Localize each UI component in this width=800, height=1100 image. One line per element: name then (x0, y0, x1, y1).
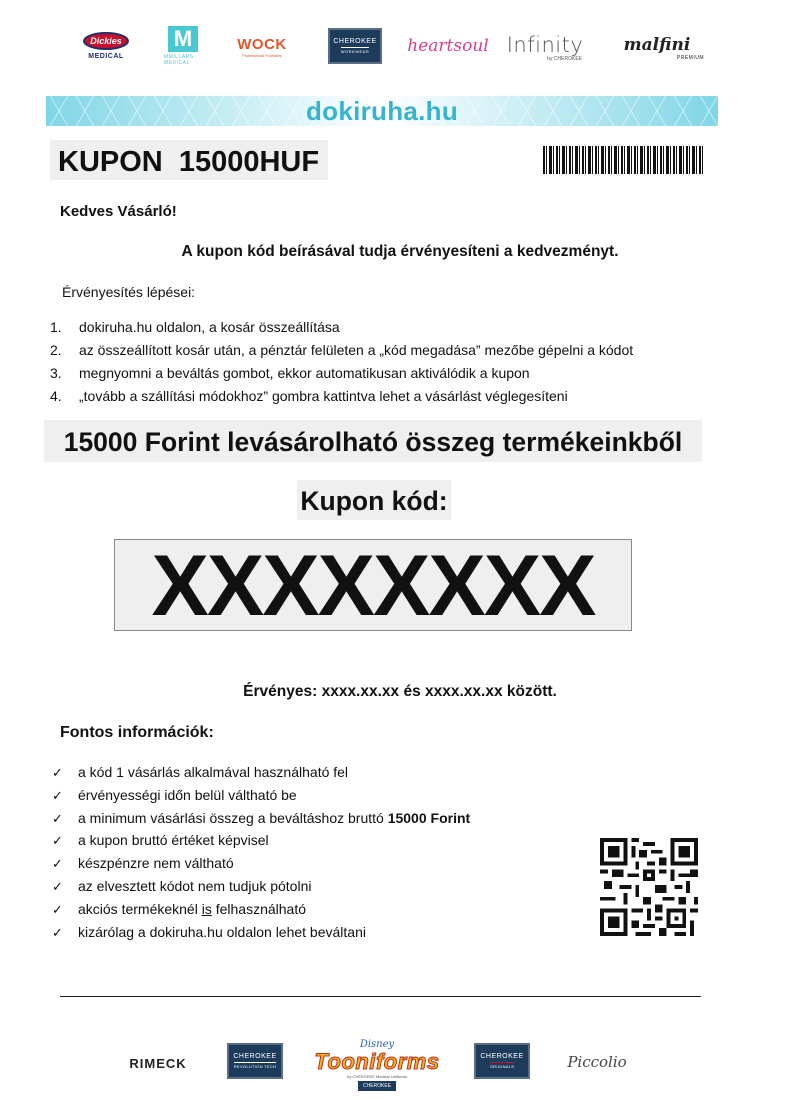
wock-logo-sub: Professional Footwear (242, 53, 282, 58)
check-icon: ✓ (52, 924, 63, 940)
coupon-notice: A kupon kód beírásával tudja érvényesíteni a kedvezményt. (181, 243, 619, 260)
step-item (50, 386, 633, 409)
rimeck-logo: RIMECK (129, 1055, 187, 1071)
dickies-logo (82, 26, 130, 66)
infinity-logo (508, 30, 582, 66)
info-item (52, 808, 470, 831)
cherokee-logo-sub: WORKWEAR (340, 49, 370, 54)
info-item-text: akciós termékeknél (78, 900, 202, 917)
cherokee-revolution-name: CHEROKEE (233, 1053, 277, 1060)
info-item (52, 830, 470, 853)
cherokee-originals-sub: ORIGINALS (489, 1064, 515, 1069)
mmillars-logo-mark: M (168, 26, 198, 52)
coupon-headline: 15000 Forint levásárolható összeg termékeinkből (44, 420, 702, 462)
info-list (52, 762, 470, 944)
cherokee-workwear-logo (328, 28, 382, 64)
cherokee-revolution-sub: REVOLUTION TECH (233, 1064, 277, 1069)
tooniforms-sub: by CHEROKEE Medical Uniforms (347, 1073, 407, 1079)
check-icon: ✓ (52, 787, 63, 803)
infinity-logo-sub: by CHEROKEE (547, 56, 582, 62)
tooniforms-name: Tooniforms (314, 1048, 440, 1074)
step-text: megnyomni a beváltás gombot, ekkor automatikusan aktiválódik a kupon (79, 365, 530, 381)
steps-heading: Érvényesítés lépései: (62, 284, 196, 300)
malfini-logo-sub: PREMIUM (676, 55, 704, 61)
qr-code-icon (600, 838, 698, 936)
step-text: dokiruha.hu oldalon, a kosár összeállítása (79, 319, 340, 335)
steps-list (50, 317, 633, 409)
step-item (50, 363, 633, 386)
infinity-logo-name: Infinity (506, 33, 584, 57)
cherokee-revolution-logo (227, 1043, 283, 1079)
validity-text: Érvényes: xxxx.xx.xx és xxxx.xx.xx között. (243, 683, 557, 700)
step-text: „tovább a szállítási módokhoz” gombra kattintva lehet a vásárlást véglegesíteni (79, 388, 568, 404)
coupon-code-value: XXXXXXXX (114, 539, 632, 631)
step-text: az összeállított kosár után, a pénztár felületen a „kód megadása” mezőbe gépelni a kódot (79, 342, 634, 358)
coupon-title: KUPON 15000HUF (50, 140, 328, 180)
info-heading: Fontos információk: (60, 724, 214, 741)
check-icon: ✓ (52, 765, 63, 780)
mmillars-logo (164, 26, 202, 66)
brand-logo-row-top (72, 24, 722, 70)
cherokee-originals-name: CHEROKEE (480, 1053, 524, 1060)
heartsoul-logo: heartsoul (407, 36, 489, 56)
wock-logo (227, 34, 297, 60)
info-item (52, 922, 470, 945)
piccolio-logo: Piccolio (567, 1053, 627, 1071)
step-item (50, 340, 633, 363)
barcode-image (543, 146, 705, 174)
malfini-logo-name: malfini (623, 35, 691, 55)
info-item (52, 899, 470, 922)
dickies-logo-sub: MEDICAL (88, 53, 124, 60)
check-icon: ✓ (52, 901, 63, 917)
info-item-text: az elvesztett kódot nem tudjuk pótolni (78, 877, 312, 894)
step-item (50, 317, 633, 340)
info-item-text: a minimum vásárlási összeg a beváltáshoz bruttó (78, 809, 388, 826)
dickies-logo-name: Dickies (83, 32, 129, 50)
coupon-code-label: Kupon kód: (297, 480, 451, 520)
step-number: 4. (50, 388, 62, 404)
cherokee-originals-logo (474, 1043, 530, 1079)
info-item-text: a kód 1 vásárlás alkalmával használható fel (78, 764, 349, 780)
info-item (52, 853, 470, 876)
tooniforms-disney: Disney (359, 1038, 395, 1050)
info-item-underlined: is (201, 900, 212, 917)
greeting: Kedves Vásárló! (60, 203, 177, 220)
step-number: 2. (50, 342, 62, 358)
info-item-text: kizárólag a dokiruha.hu oldalon lehet beváltani (78, 923, 366, 940)
site-banner (46, 96, 718, 126)
step-number: 1. (50, 319, 62, 335)
info-item-text: felhasználható (211, 900, 307, 917)
tooniforms-tag: CHEROKEE (358, 1081, 396, 1091)
mmillars-logo-sub: MMILLARS MEDICAL (164, 54, 194, 66)
info-item (52, 785, 470, 808)
check-icon: ✓ (52, 878, 63, 894)
info-item (52, 762, 470, 785)
info-item-bold: 15000 Forint (387, 809, 471, 826)
wock-logo-name: WOCK (237, 36, 287, 53)
check-icon: ✓ (52, 856, 63, 872)
tooniforms-logo (310, 1034, 444, 1096)
info-item-text: készpénzre nem váltható (78, 855, 234, 872)
info-item (52, 876, 470, 899)
check-icon: ✓ (52, 833, 63, 849)
divider-line (60, 996, 701, 997)
malfini-logo (610, 32, 704, 64)
info-item-text: a kupon bruttó értéket képvisel (78, 832, 269, 849)
check-icon: ✓ (52, 810, 63, 826)
site-banner-text: dokiruha.hu (305, 96, 459, 126)
cherokee-logo-name: CHEROKEE (333, 38, 377, 45)
step-number: 3. (50, 365, 62, 381)
info-item-text: érvényességi időn belül váltható be (78, 786, 297, 803)
